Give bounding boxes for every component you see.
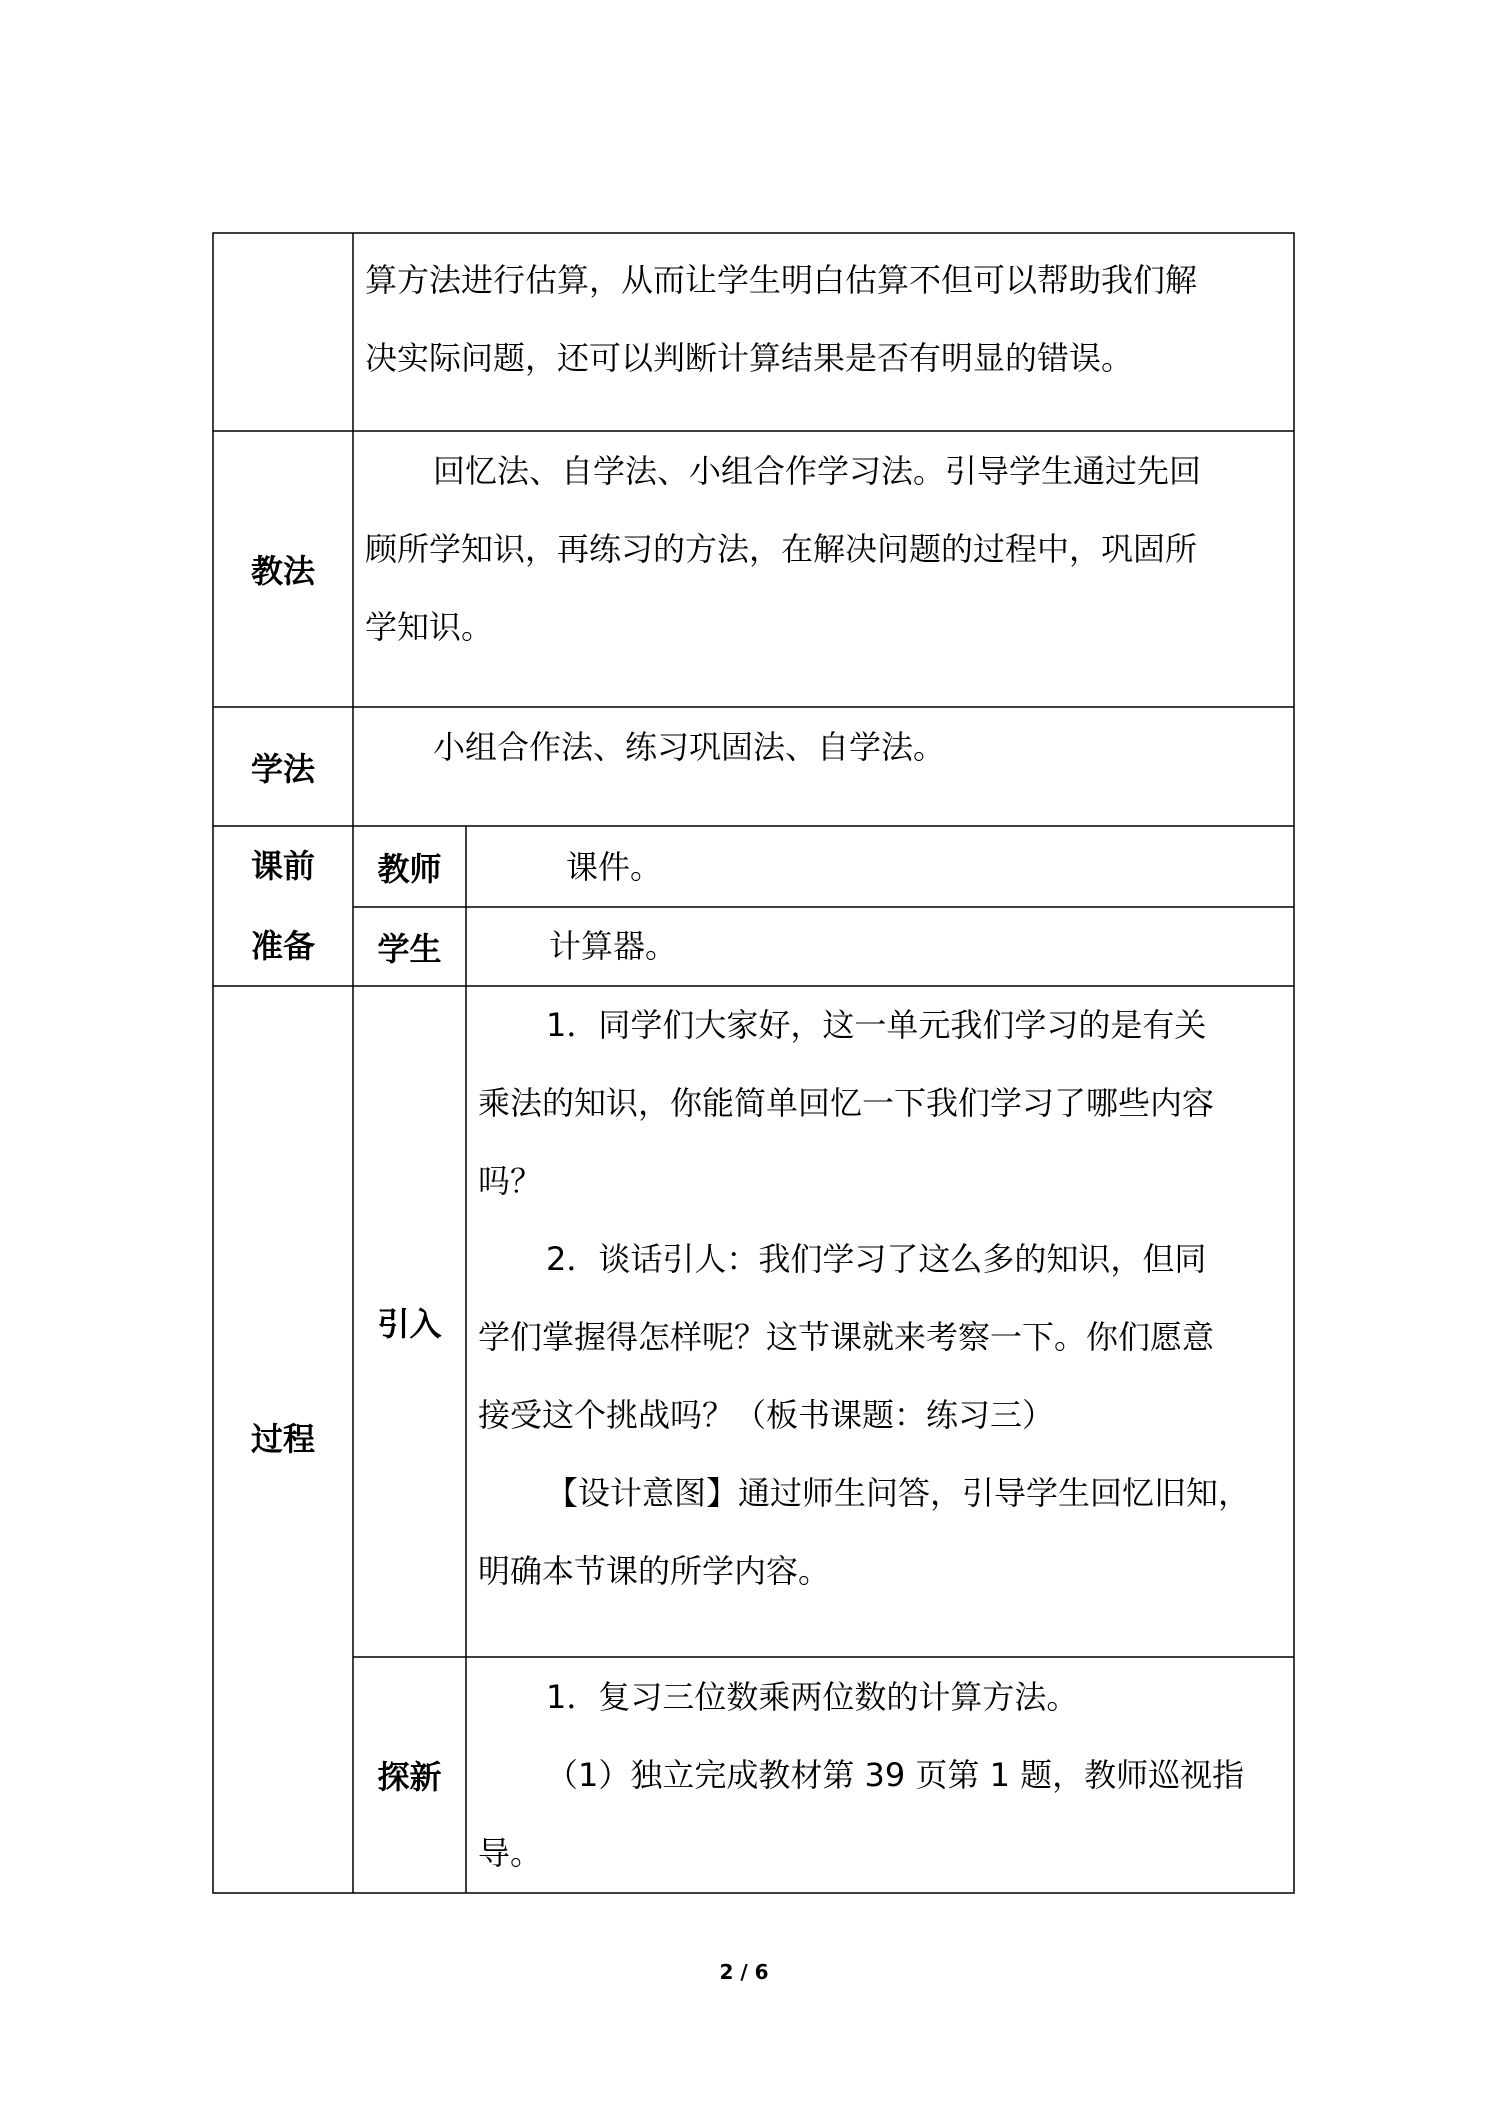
student-prep-text: 计算器。 — [549, 927, 678, 965]
intro-line-1: 1．同学们大家好，这一单元我们学习的是有关 — [546, 1006, 1207, 1044]
preparation-label — [213, 826, 353, 986]
explore-line-2: （1）独立完成教材第 39 页第 1 题，教师巡视指 — [546, 1756, 1245, 1794]
explore-line-1: 1．复习三位数乘两位数的计算方法。 — [546, 1678, 1079, 1716]
student-label: 学生 — [377, 929, 442, 968]
teacher-prep-text: 课件。 — [566, 848, 663, 886]
teaching-method-line-3: 学知识。 — [365, 608, 494, 646]
learning-method-line: 小组合作法、练习巩固法、自学法。 — [433, 728, 946, 766]
preparation-label-line-1: 课前 — [250, 847, 315, 885]
process-label: 过程 — [250, 1419, 315, 1458]
explore-text — [466, 1658, 1293, 1892]
intro-line-2: 乘法的知识，你能简单回忆一下我们学习了哪些内容 — [478, 1084, 1215, 1122]
teaching-method-text — [355, 432, 1293, 666]
explore-line-3: 导。 — [478, 1834, 543, 1872]
teacher-label: 教师 — [377, 849, 442, 888]
intro-text — [466, 986, 1293, 1610]
continued-text-cell — [355, 241, 1293, 397]
intro-line-3: 吗？ — [478, 1162, 543, 1200]
preparation-label-line-2: 准备 — [250, 927, 315, 965]
intro-line-6: 接受这个挑战吗？（板书课题：练习三） — [478, 1396, 1055, 1434]
learning-method-text — [355, 708, 1293, 786]
continued-line-2: 决实际问题，还可以判断计算结果是否有明显的错误。 — [365, 339, 1134, 377]
continued-line-1: 算方法进行估算，从而让学生明白估算不但可以帮助我们解 — [365, 261, 1198, 299]
teaching-method-line-1: 回忆法、自学法、小组合作学习法。引导学生通过先回 — [433, 452, 1202, 490]
teaching-method-line-2: 顾所学知识，再练习的方法，在解决问题的过程中，巩固所 — [365, 530, 1198, 568]
intro-line-8: 明确本节课的所学内容。 — [478, 1552, 831, 1590]
teaching-method-label: 教法 — [250, 552, 315, 590]
page-indicator: 2 / 6 — [719, 1960, 769, 1984]
intro-line-5: 学们掌握得怎样呢？这节课就来考察一下。你们愿意 — [478, 1318, 1215, 1356]
intro-line-4: 2．谈话引人：我们学习了这么多的知识，但同 — [546, 1240, 1207, 1278]
intro-line-7: 【设计意图】通过师生问答，引导学生回忆旧知， — [546, 1474, 1251, 1512]
explore-label: 探新 — [377, 1758, 442, 1796]
intro-label: 引入 — [377, 1304, 442, 1343]
learning-method-label: 学法 — [250, 749, 315, 788]
